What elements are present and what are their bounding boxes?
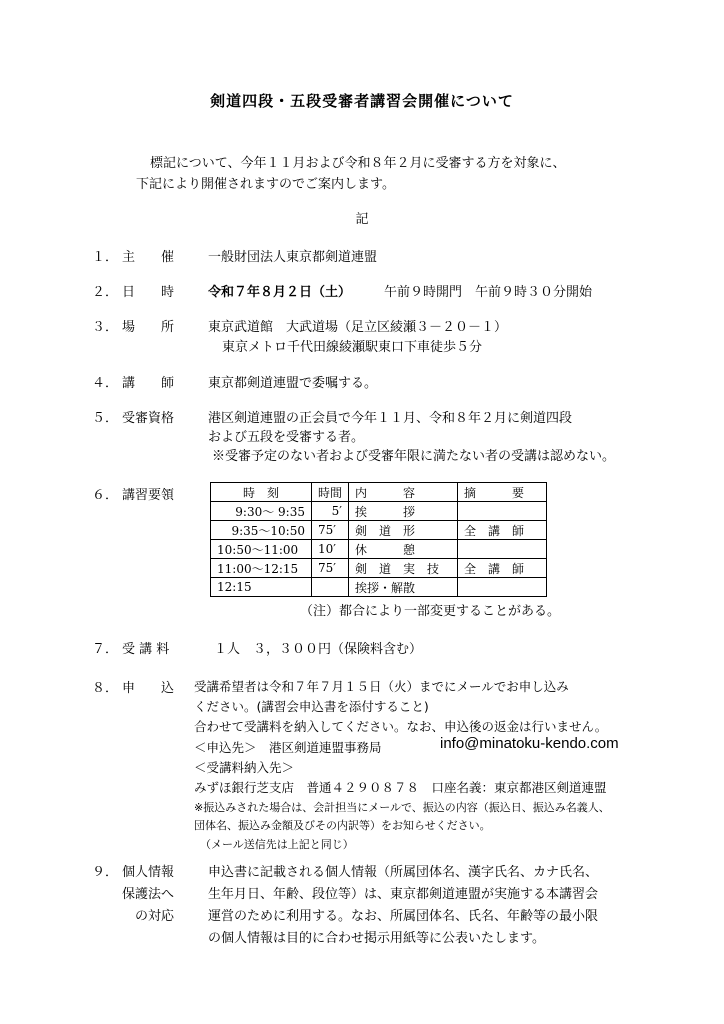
organizer-value: 一般財団法人東京都剣道連盟	[208, 250, 378, 265]
venue-line-2: 東京メトロ千代田線綾瀬駅東口下車徒歩５分	[222, 340, 483, 355]
event-time: 午前９時開門 午前９時３０分開始	[384, 285, 593, 300]
row-remarks	[458, 578, 547, 597]
table-row	[211, 502, 547, 521]
section-1-number: １．	[92, 250, 119, 265]
table-row	[211, 521, 547, 540]
section-4-label: 講 師	[122, 376, 175, 391]
fee-value: １人 ３，３００円（保険料含む）	[214, 642, 423, 657]
schedule-note: （注）都合により一部変更することがある。	[300, 604, 561, 619]
row-duration: 10′	[312, 540, 349, 559]
venue-line-1: 東京武道館 大武道場（足立区綾瀬３－２０－１）	[208, 320, 508, 335]
row-content: 休 憩	[349, 540, 458, 559]
eligibility-line-2: および五段を受審する者。	[208, 430, 365, 445]
schedule-header-row	[211, 483, 547, 502]
row-content: 挨拶・解散	[349, 578, 458, 597]
intro-line-2: 下記により開催されますのでご案内します。	[136, 177, 395, 192]
row-duration: 5′	[312, 502, 349, 521]
contact-label: ＜申込先＞ 港区剣道連盟事務局	[194, 740, 382, 755]
section-9-label-1: 個人情報	[122, 865, 175, 880]
row-time: 10:50～11:00	[211, 540, 312, 559]
section-2-number: ２．	[92, 285, 119, 300]
row-content: 挨 拶	[349, 502, 458, 521]
section-4-number: ４．	[92, 376, 119, 391]
header-content: 内 容	[349, 483, 458, 502]
schedule-table	[210, 482, 547, 597]
privacy-line-1: 申込書に記載される個人情報（所属団体名、漢字氏名、カナ氏名、	[208, 865, 599, 880]
table-row	[211, 578, 547, 597]
row-remarks	[458, 502, 547, 521]
row-duration: 75′	[312, 521, 349, 540]
section-8-number: ８．	[92, 681, 119, 696]
application-line-3: 合わせて受講料を納入してください。なお、申込後の返金は行いません。	[194, 719, 608, 734]
event-date: 令和７年８月２日（土）	[208, 285, 352, 300]
row-time: 9:30～ 9:35	[211, 502, 312, 521]
section-6-label: 講習要領	[122, 488, 175, 503]
row-remarks: 全 講 師	[458, 559, 547, 578]
row-duration: 75′	[312, 559, 349, 578]
application-line-2: ください。(講習会申込書を添付すること)	[194, 699, 429, 714]
table-row	[211, 540, 547, 559]
row-time: 9:35～10:50	[211, 521, 312, 540]
section-2-label: 日 時	[122, 285, 175, 300]
transfer-note-2: 団体名、振込み金額及びその内訳等）をお知らせください。	[194, 819, 491, 832]
header-duration: 時間	[312, 483, 349, 502]
transfer-note-3: （メール送信先は上記と同じ）	[200, 838, 354, 851]
header-remarks: 摘 要	[458, 483, 547, 502]
transfer-note-1: ※振込みされた場合は、会計担当にメールで、振込の内容（振込日、振込み名義人、	[194, 801, 610, 814]
ki-heading: 記	[355, 212, 369, 227]
row-content: 剣 道 形	[349, 521, 458, 540]
row-time: 12:15	[211, 578, 312, 597]
instructor-value: 東京都剣道連盟で委嘱する。	[208, 376, 378, 391]
section-8-label: 申 込	[122, 681, 175, 696]
bank-account: みずほ銀行芝支店 普通４２９０８７８ 口座名義：東京都港区剣道連盟	[194, 780, 607, 795]
header-time-of-day: 時 刻	[211, 483, 312, 502]
privacy-line-2: 生年月日、年齢、段位等）は、東京都剣道連盟が実施する本講習会	[208, 887, 599, 902]
section-5-number: ５．	[92, 411, 119, 426]
application-line-1: 受講希望者は令和７年７月１５日（火）までにメールでお申し込み	[194, 679, 569, 694]
row-time: 11:00～12:15	[211, 559, 312, 578]
section-9-number: ９．	[92, 865, 119, 880]
contact-email[interactable]: info@minatoku-kendo.com	[440, 735, 619, 752]
section-6-number: ６．	[92, 488, 119, 503]
privacy-line-4: の個人情報は目的に合わせ掲示用紙等に公表いたします。	[208, 931, 545, 946]
section-3-label: 場 所	[122, 320, 175, 335]
intro-line-1: 標記について、今年１１月および令和８年２月に受審する方を対象に、	[150, 156, 566, 171]
section-3-number: ３．	[92, 320, 119, 335]
privacy-line-3: 運営のために利用する。なお、所属団体名、氏名、年齢等の最小限	[208, 909, 599, 924]
section-7-label: 受 講 料	[122, 642, 170, 657]
section-9-label-3: の対応	[135, 909, 175, 924]
table-row	[211, 559, 547, 578]
fee-payment-label: ＜受講料納入先＞	[194, 760, 295, 775]
section-9-label-2: 保護法へ	[122, 887, 175, 902]
section-7-number: ７．	[92, 642, 119, 657]
section-1-label: 主 催	[122, 250, 175, 265]
eligibility-line-1: 港区剣道連盟の正会員で今年１１月、令和８年２月に剣道四段	[208, 411, 573, 426]
row-remarks: 全 講 師	[458, 521, 547, 540]
row-remarks	[458, 540, 547, 559]
page-title: 剣道四段・五段受審者講習会開催について	[210, 92, 514, 110]
section-5-label: 受審資格	[122, 411, 175, 426]
row-duration	[312, 578, 349, 597]
eligibility-note: ※受審予定のない者および受審年限に満たない者の受講は認めない。	[212, 449, 616, 464]
row-content: 剣 道 実 技	[349, 559, 458, 578]
